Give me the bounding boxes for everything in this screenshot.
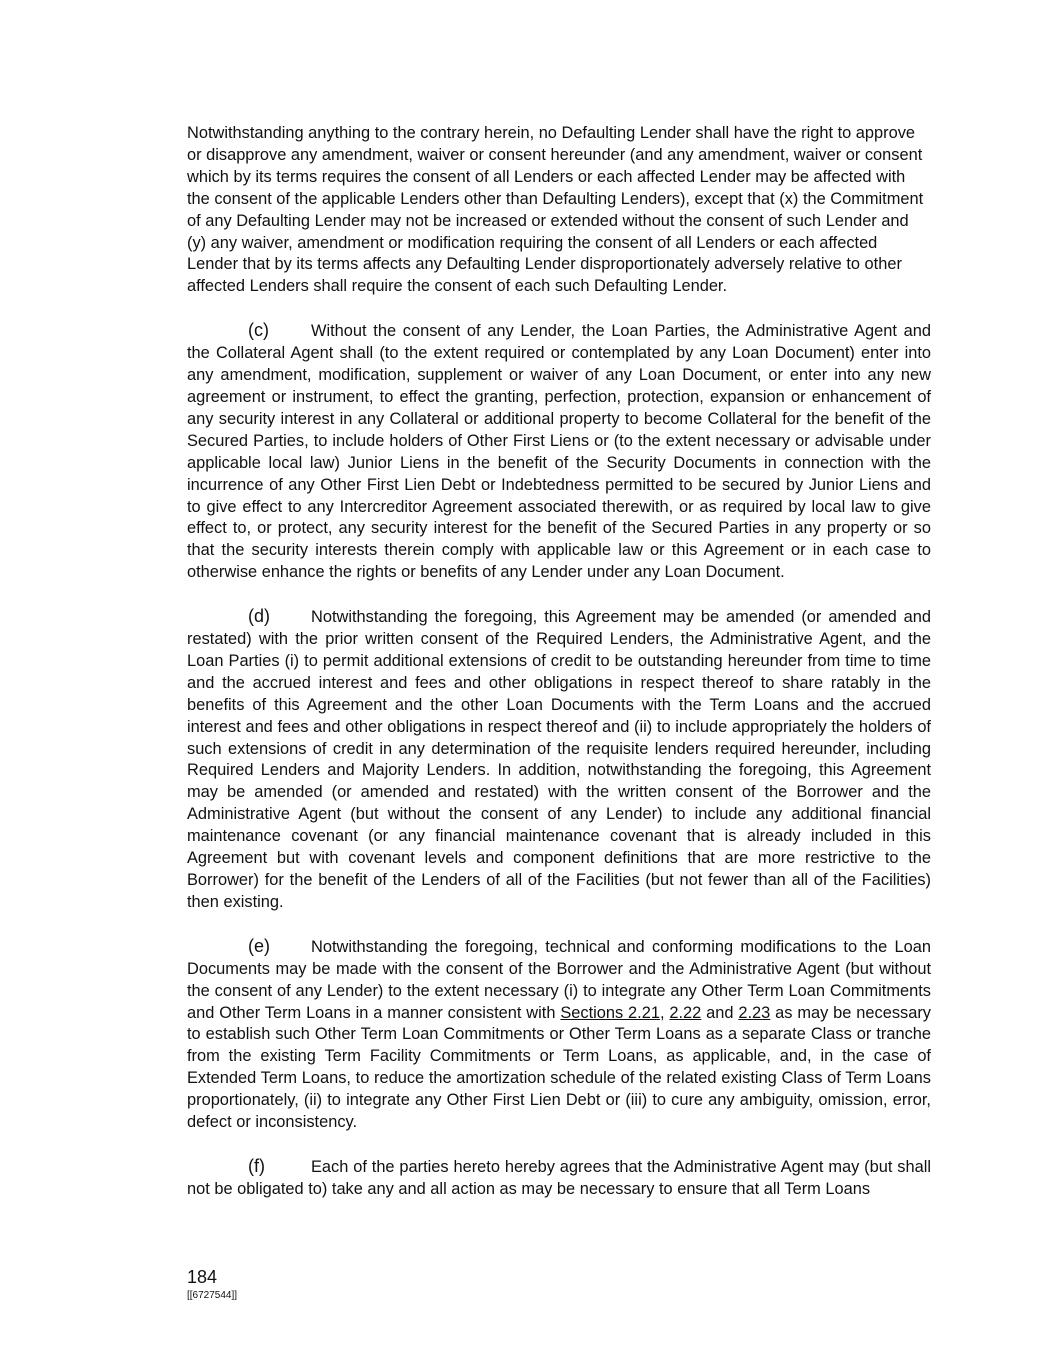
paragraph-e: [187, 936, 931, 1134]
page-number: 184: [187, 1267, 218, 1287]
separator-1: ,: [659, 1003, 670, 1022]
page-footer: [187, 1266, 237, 1302]
section-ref-2-23: 2.23: [738, 1003, 771, 1022]
separator-2: and: [701, 1003, 739, 1022]
paragraph-f-label: (f): [248, 1155, 265, 1176]
paragraph-f-text: Each of the parties hereto hereby agrees that the Administrative Agent may (but shall not be obligated to) take any and all action as may be necessary to ensure that all Term Loans: [187, 1157, 931, 1198]
paragraph-f: [187, 1156, 931, 1201]
paragraph-d-text: Notwithstanding the foregoing, this Agreement may be amended (or amended and restated) with the prior written consent of the Required Lenders, the Administrative Agent, and the Loan Parties (i) to permit additional extensions of credit to be outstanding hereunder from time to time and the accrued interest and fees and other obligations in respect thereof to share ratably in the benefits of this Agreement and the other Loan Documents with the Term Loans and the accrued interest and fees and other obligations in respect thereof and (ii) to include appropriately the holders of such extensions of credit in any determination of the requisite lenders required hereunder, including Required Lenders and Majority Lenders. In addition, notwithstanding the foregoing, this Agreement may be amended (or amended and restated) with the written consent of the Borrower and the Administrative Agent (but without the consent of any Lender) to include any additional financial maintenance covenant (or any financial maintenance covenant that is already included in this Agreement but with covenant levels and component definitions that are more restrictive to the Borrower) for the benefit of the Lenders of all of the Facilities (but not fewer than all of the Facilities) then existing.: [187, 608, 931, 911]
section-ref-2-22: 2.22: [669, 1003, 702, 1022]
document-id: [[6727544]]: [187, 1290, 238, 1301]
section-ref-2-21: Sections 2.21: [560, 1003, 660, 1022]
paragraph-d-label: (d): [248, 606, 270, 627]
paragraph-c-text: Without the consent of any Lender, the Loan Parties, the Administrative Agent and the Collateral Agent shall (to the extent required or contemplated by any Loan Document) enter into any amendment, modification, supplement or waiver of any Loan Document, or enter into any new agreement or instrument, to effect the granting, perfection, protection, expansion or enhancement of any security interest in any Collateral or additional property to become Collateral for the benefit of the Secured Parties, to include holders of Other First Liens or (to the extent necessary or advisable under applicable local law) Junior Liens in the benefit of the Security Documents in connection with the incurrence of any Other First Lien Debt or Indebtedness permitted to be secured by Junior Liens and to give effect to any Intercreditor Agreement associated therewith, or as required by local law to give effect to, or protect, any security interest for the benefit of the Secured Parties in any property or so that the security interests therein comply with applicable law or this Agreement or in each case to otherwise enhance the rights or benefits of any Lender under any Loan Document.: [187, 322, 931, 582]
paragraph-defaulting-lender: Notwithstanding anything to the contrary herein, no Defaulting Lender shall have the right to approve or disapprove any amendment, waiver or consent hereunder (and any amendment, waiver or consent which by its terms requires the consent of all Lenders or each affected Lender may be affected with the consent of the applicable Lenders other than Defaulting Lenders), except that (x) the Commitment of any Defaulting Lender may not be increased or extended without the consent of such Lender and (y) any waiver, amendment or modification requiring the consent of all Lenders or each affected Lender that by its terms affects any Defaulting Lender disproportionately adversely relative to other affected Lenders shall require the consent of each such Defaulting Lender.: [187, 124, 924, 296]
paragraph-e-text-a: Notwithstanding the foregoing, technical and conforming modifications to the Loan Documents may be made with the consent of the Borrower and the Administrative Agent (but without the consent of any Lender) to the extent necessary (i) to integrate any Other Term Loan Commitments and Other Term Loans in a manner consistent with: [187, 937, 931, 1022]
paragraph-e-text-b: as may be necessary to establish such Other Term Loan Commitments or Other Term Loans as a separate Class or tranche from the existing Term Facility Commitments or Term Loans, as applicable, and, in the case of Extended Term Loans, to reduce the amortization schedule of the related existing Class of Term Loans proportionately, (ii) to integrate any Other First Lien Debt or (iii) to cure any ambiguity, omission, error, defect or inconsistency.: [187, 1003, 931, 1132]
paragraph-e-label: (e): [248, 935, 270, 956]
paragraph-c-label: (c): [248, 320, 269, 341]
paragraph-c: [187, 320, 931, 584]
paragraph-d: [187, 606, 931, 914]
document-body: [187, 123, 931, 1223]
